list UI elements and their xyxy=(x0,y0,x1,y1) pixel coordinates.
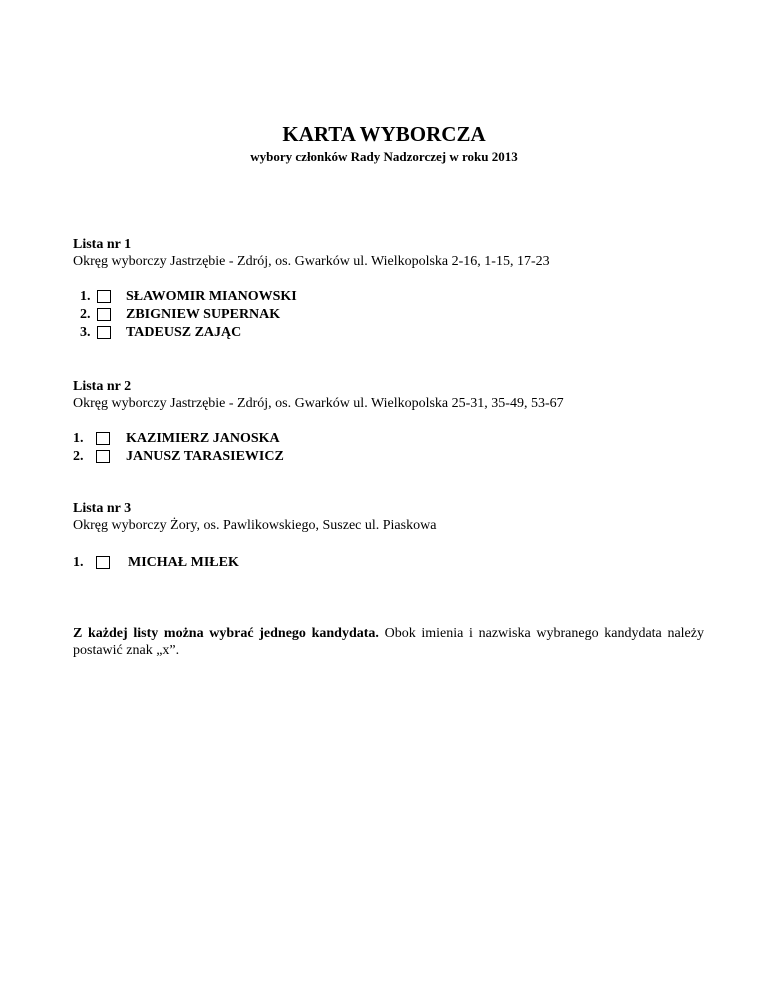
candidate-name: KAZIMIERZ JANOSKA xyxy=(126,431,280,446)
ballot-subtitle: wybory członków Rady Nadzorczej w roku 2013 xyxy=(250,149,518,164)
vote-checkbox[interactable] xyxy=(97,308,111,321)
vote-checkbox[interactable] xyxy=(96,556,110,569)
candidate-number: 2. xyxy=(73,449,84,464)
instructions-bold: Z każdej listy można wybrać jednego kandydata. xyxy=(73,626,379,641)
candidate-name: JANUSZ TARASIEWICZ xyxy=(126,449,284,464)
vote-checkbox[interactable] xyxy=(97,326,111,339)
list-2-heading: Lista nr 2 xyxy=(73,379,132,394)
candidate-number: 1. xyxy=(80,289,91,304)
voting-instructions xyxy=(73,625,704,659)
list-3-heading: Lista nr 3 xyxy=(73,501,132,516)
candidate-name: SŁAWOMIR MIANOWSKI xyxy=(126,289,297,304)
list-1-heading: Lista nr 1 xyxy=(73,237,132,252)
candidate-number: 1. xyxy=(73,431,84,446)
list-2-district: Okręg wyborczy Jastrzębie - Zdrój, os. Gwarków ul. Wielkopolska 25-31, 35-49, 53-67 xyxy=(73,396,564,411)
candidate-name: TADEUSZ ZAJĄC xyxy=(126,325,242,340)
vote-checkbox[interactable] xyxy=(96,432,110,445)
candidate-number: 3. xyxy=(80,325,91,340)
vote-checkbox[interactable] xyxy=(97,290,111,303)
instructions-text: Obok imienia i nazwiska wybranego kandydata należy postawić znak „x”. xyxy=(73,626,704,658)
list-3-district: Okręg wyborczy Żory, os. Pawlikowskiego, Suszec ul. Piaskowa xyxy=(73,518,437,533)
vote-checkbox[interactable] xyxy=(96,450,110,463)
candidate-name: ZBIGNIEW SUPERNAK xyxy=(126,307,281,322)
candidate-name: MICHAŁ MIŁEK xyxy=(128,555,239,570)
list-1-district: Okręg wyborczy Jastrzębie - Zdrój, os. Gwarków ul. Wielkopolska 2-16, 1-15, 17-23 xyxy=(73,254,550,269)
candidate-number: 2. xyxy=(80,307,91,322)
ballot-title: KARTA WYBORCZA xyxy=(282,122,486,146)
candidate-number: 1. xyxy=(73,555,84,570)
